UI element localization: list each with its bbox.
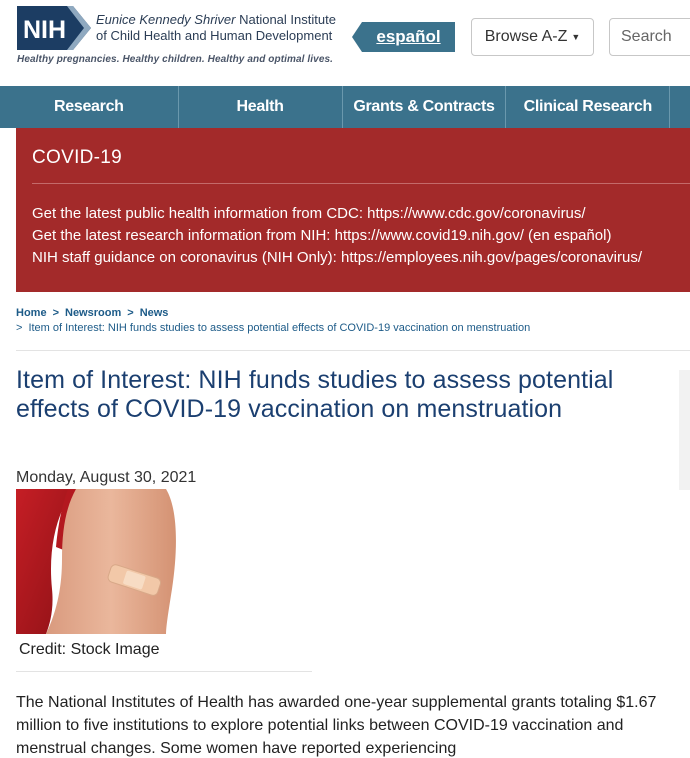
article-date: Monday, August 30, 2021 [16,469,197,486]
breadcrumb-news[interactable]: News [139,307,169,319]
search-input[interactable] [609,18,690,56]
institute-name-line2: of Child Health and Human Development [96,28,333,43]
covid-link-cdc[interactable]: Get the latest public health information from CDC: https://www.cdc.gov/coronavirus/ [32,205,586,222]
tagline: Healthy pregnancies. Healthy children. Healthy and optimal lives. [17,54,334,65]
nav-overflow[interactable] [670,86,690,128]
article-body: The National Institutes of Health has awarded one-year supplemental grants totaling $1.67 million to five institutions to explore potential links between COVID-19 vaccination and menstrual changes. Some women have reported experiencing [16,694,657,757]
site-header [0,0,690,86]
covid-banner [16,128,690,292]
covid-links [32,203,642,269]
breadcrumb-sep: > [52,307,59,319]
breadcrumb-divider [16,350,690,351]
covid-link-staff[interactable]: NIH staff guidance on coronavirus (NIH Only): https://employees.nih.gov/pages/coronavirus/ [32,249,643,266]
nav-research[interactable]: Research [0,86,179,128]
sidebar-decoration [679,370,690,490]
institute-name-rest: National Institute [235,12,336,27]
article-photo [16,489,178,634]
caret-down-icon: ▼ [571,32,581,42]
espanol-link[interactable]: español [362,22,455,52]
article-title: Item of Interest: NIH funds studies to assess potential effects of COVID-19 vaccination on menstruation [16,366,614,423]
logo-text: NIH [23,16,67,44]
nav-health[interactable]: Health [179,86,343,128]
institute-name [96,12,346,44]
breadcrumb-sep: > [16,322,23,334]
main-nav [0,86,690,128]
breadcrumb-newsroom[interactable]: Newsroom [65,307,122,319]
nav-clinical-research[interactable]: Clinical Research [506,86,670,128]
browse-az-dropdown[interactable] [471,18,594,56]
nav-grants-contracts[interactable]: Grants & Contracts [343,86,507,128]
browse-az-label: Browse A-Z [484,28,568,45]
covid-title: COVID-19 [32,147,123,168]
photo-credit: Credit: Stock Image [19,641,160,658]
breadcrumb-sep: > [127,307,134,319]
nih-logo[interactable] [17,6,91,50]
breadcrumb [16,307,530,334]
credit-divider [16,671,312,672]
breadcrumb-home[interactable]: Home [16,307,47,319]
covid-link-nih[interactable]: Get the latest research information from NIH: https://www.covid19.nih.gov/ (en español) [32,227,612,244]
covid-divider [32,183,690,184]
institute-name-italic: Eunice Kennedy Shriver [96,12,236,27]
breadcrumb-current[interactable]: Item of Interest: NIH funds studies to assess potential effects of COVID-19 vaccination on menstruation [28,322,531,334]
